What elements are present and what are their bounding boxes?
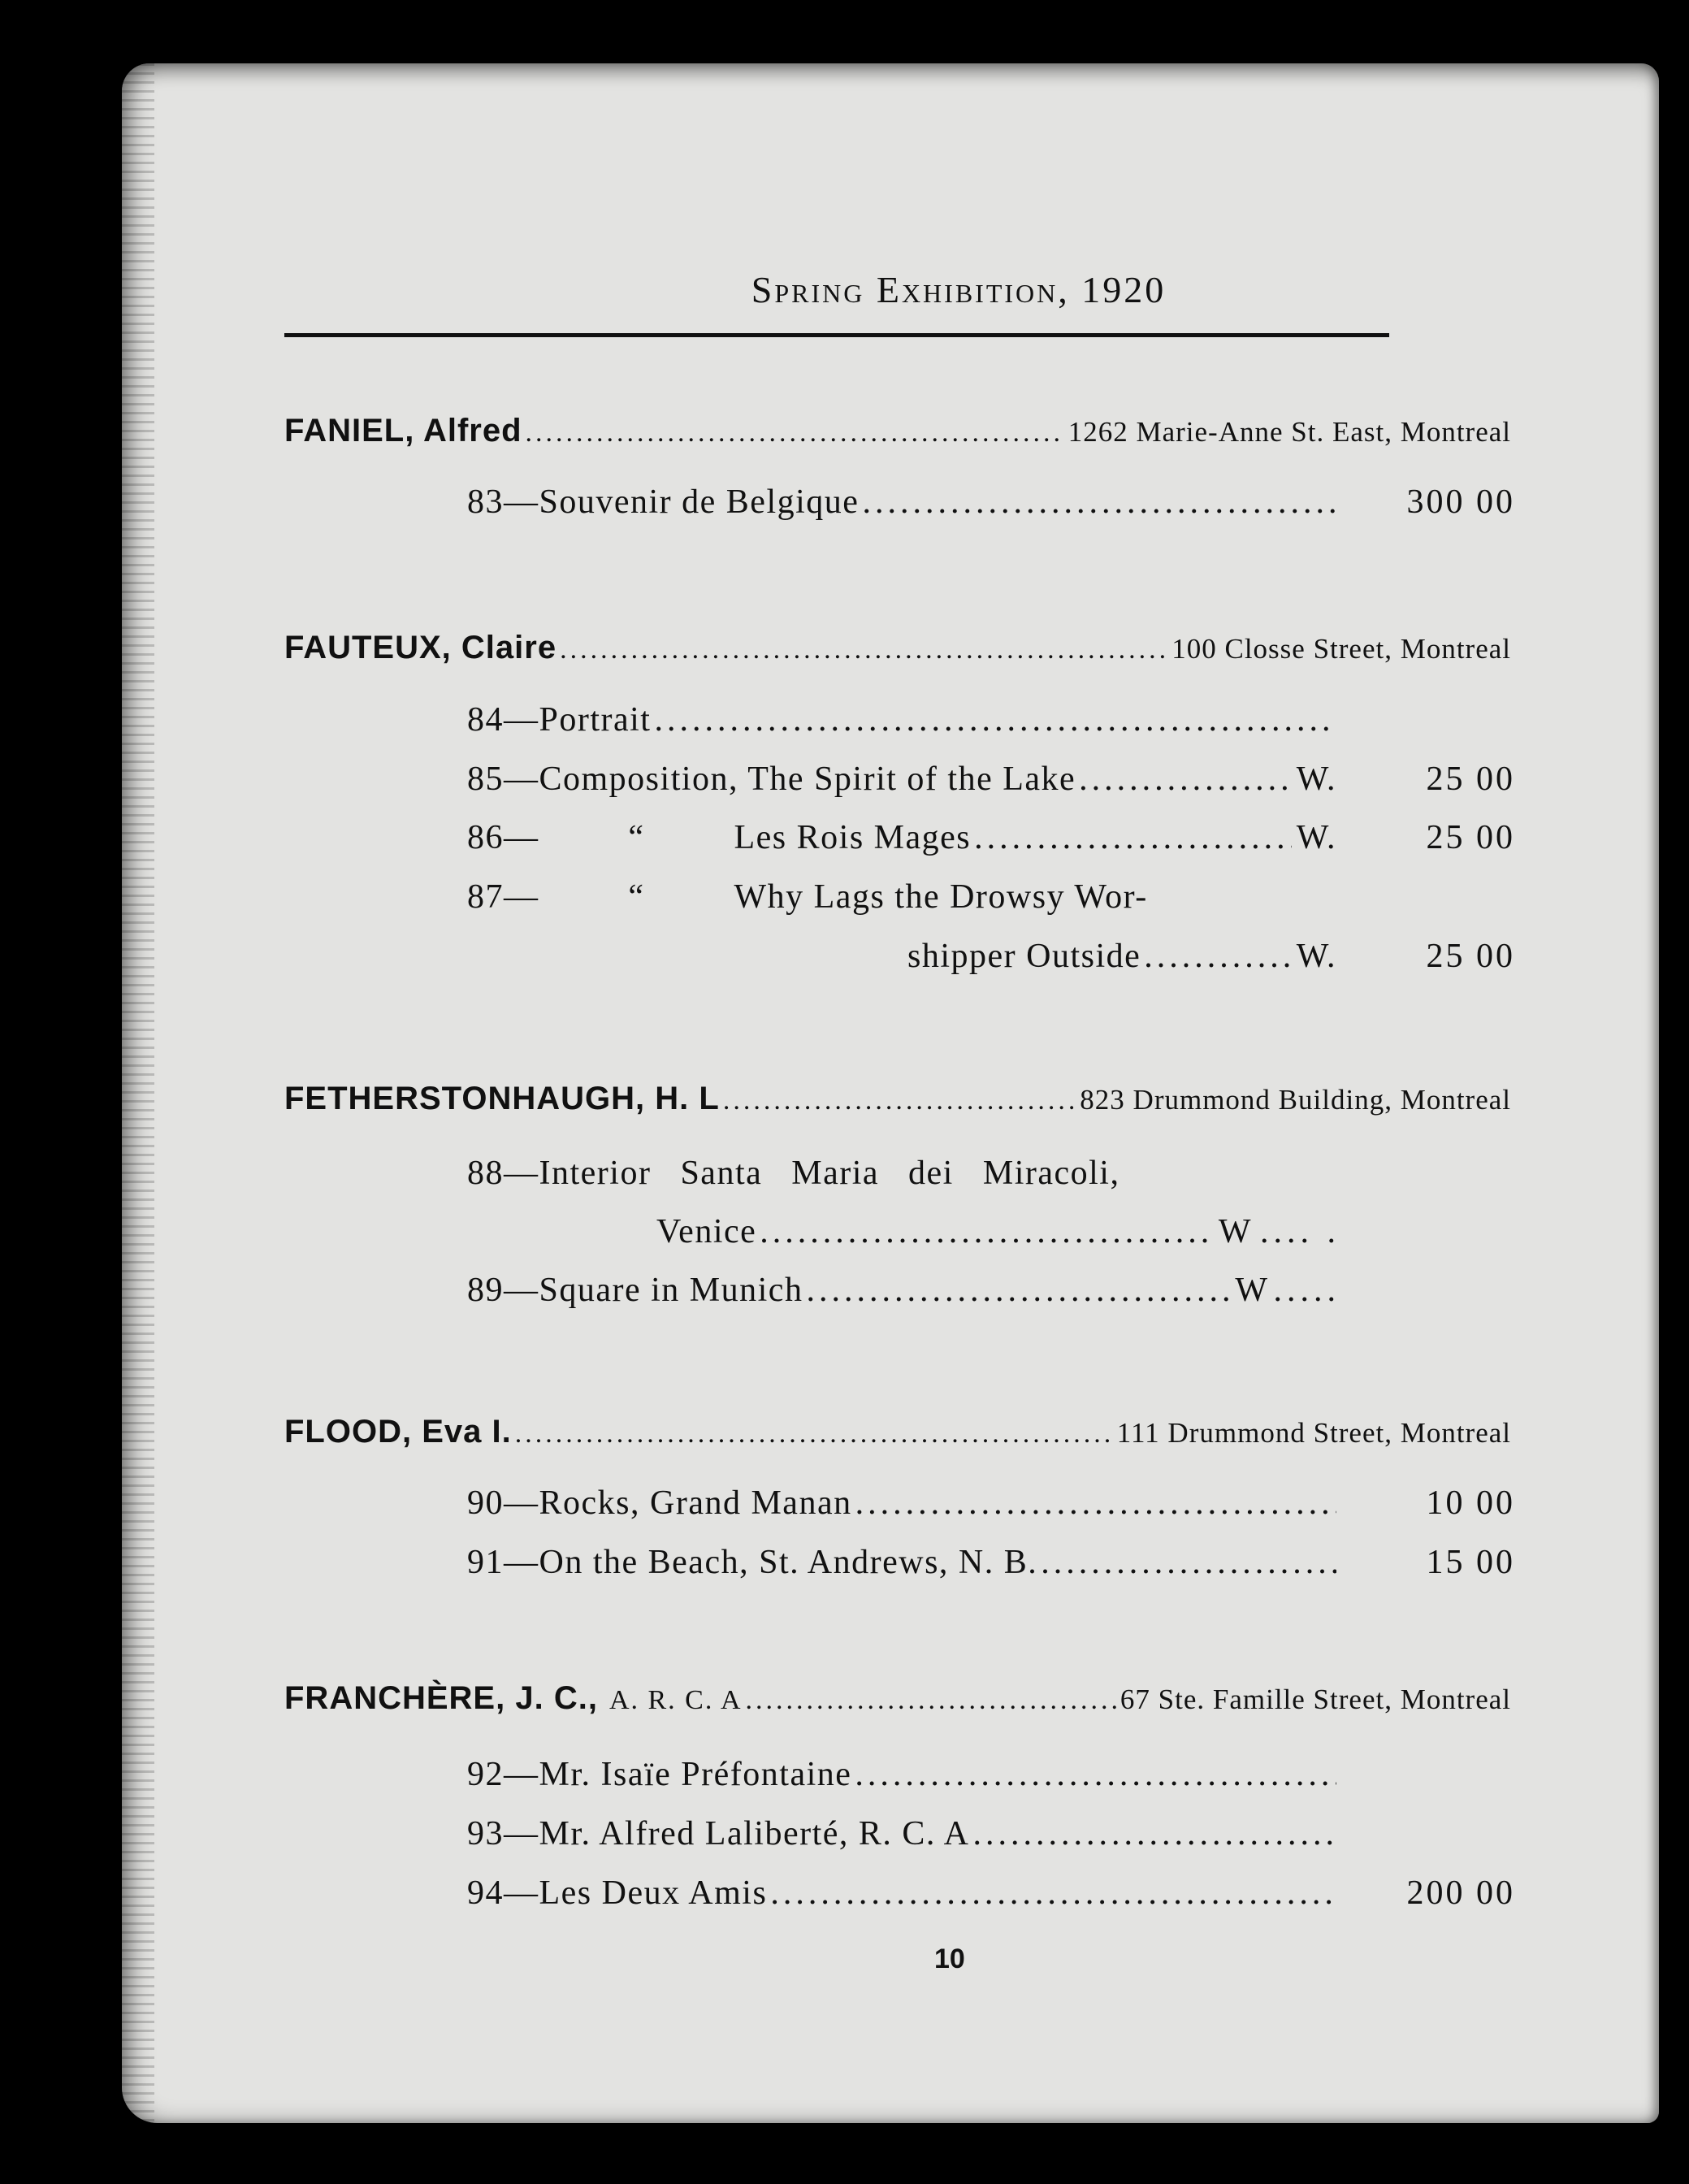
dot-leader	[1079, 760, 1292, 799]
work-number: 88—	[467, 1155, 539, 1192]
work-title-continued: shipper Outside	[907, 938, 1141, 975]
artist-name: FETHERSTONHAUGH, H. L	[284, 1081, 720, 1116]
work-number: 87—	[467, 878, 539, 916]
work-title: Square in Munich	[539, 1272, 803, 1309]
work-price: 25 00	[1426, 938, 1515, 975]
work-title: Les Rois Mages	[734, 819, 972, 856]
artist-address: 67 Ste. Famille Street, Montreal	[1120, 1684, 1511, 1715]
artist-name: FANIEL, Alfred	[284, 413, 522, 448]
ditto-mark: “	[628, 819, 645, 856]
work-medium: W	[1235, 1272, 1269, 1309]
work-title-continued: Venice	[656, 1213, 757, 1250]
artist-entry	[284, 1680, 1511, 1717]
dot-leader	[560, 635, 1168, 665]
work-title: Why Lags the Drowsy Wor-	[734, 878, 1148, 916]
dot-leader: .....	[1273, 1272, 1340, 1309]
dot-leader	[1144, 937, 1291, 976]
work-number: 94—	[467, 1874, 539, 1912]
work-number: 91—	[467, 1544, 539, 1581]
work-item	[467, 1154, 1345, 1193]
work-price: 200 00	[1406, 1874, 1515, 1912]
artist-name: FRANCHÈRE, J. C.,	[284, 1680, 598, 1716]
work-item	[467, 1484, 1515, 1523]
work-title: Souvenir de Belgique	[539, 483, 860, 521]
dot-leader	[654, 700, 1336, 739]
work-price: 25 00	[1426, 760, 1515, 798]
work-title: Composition, The Spirit of the Lake	[539, 760, 1076, 798]
work-price: 300 00	[1406, 483, 1515, 521]
work-item	[467, 1874, 1515, 1913]
dot-leader: .... .	[1260, 1213, 1340, 1250]
artist-entry	[284, 413, 1511, 449]
work-item-continued	[656, 1212, 1340, 1251]
running-header	[406, 268, 1511, 311]
work-number: 89—	[467, 1272, 539, 1309]
dot-leader	[855, 1484, 1336, 1523]
work-item	[467, 1814, 1515, 1853]
header-title: Spring Exhibition,	[751, 269, 1070, 310]
artist-address: 823 Drummond Building, Montreal	[1080, 1084, 1511, 1116]
work-title: Rocks, Grand Manan	[539, 1484, 852, 1522]
work-number: 85—	[467, 760, 539, 798]
work-number: 92—	[467, 1756, 539, 1793]
artist-entry	[284, 1414, 1511, 1450]
dot-leader	[862, 483, 1336, 522]
work-number: 90—	[467, 1484, 539, 1522]
work-number: 83—	[467, 483, 539, 521]
artist-address: 1262 Marie-Anne St. East, Montreal	[1068, 416, 1511, 448]
ditto-mark: “	[628, 878, 645, 916]
artist-name: FAUTEUX, Claire	[284, 630, 557, 665]
dot-leader	[526, 418, 1065, 448]
page-number: 10	[934, 1944, 965, 1974]
dot-leader	[806, 1271, 1230, 1310]
artist-address: 100 Closse Street, Montreal	[1171, 633, 1511, 665]
work-title: On the Beach, St. Andrews, N. B.	[539, 1544, 1038, 1581]
dot-leader	[746, 1685, 1117, 1716]
work-item	[467, 878, 1515, 916]
work-number: 93—	[467, 1815, 539, 1852]
work-item-continued	[907, 937, 1515, 976]
dot-leader	[515, 1419, 1114, 1450]
artist-name: FLOOD, Eva I.	[284, 1414, 512, 1450]
work-medium: W	[1218, 1213, 1252, 1250]
work-item	[467, 1271, 1340, 1310]
work-title: Interior Santa Maria dei Miracoli,	[539, 1155, 1120, 1192]
header-year: 1920	[1081, 269, 1167, 310]
work-price: 25 00	[1426, 819, 1515, 856]
work-title: Les Deux Amis	[539, 1874, 768, 1912]
dot-leader	[760, 1212, 1214, 1251]
work-item	[467, 483, 1515, 522]
artist-honorific: A. R. C. A	[608, 1685, 743, 1715]
work-number: 86—	[467, 819, 539, 856]
work-title: Mr. Isaïe Préfontaine	[539, 1756, 852, 1793]
work-item	[467, 1755, 1515, 1794]
dot-leader	[972, 1814, 1336, 1853]
work-number: 84—	[467, 701, 539, 739]
dot-leader	[770, 1874, 1336, 1913]
work-medium: W.	[1296, 760, 1336, 798]
work-item	[467, 760, 1515, 799]
work-item	[467, 700, 1515, 739]
work-title: Mr. Alfred Laliberté, R. C. A	[539, 1815, 970, 1852]
header-rule	[284, 333, 1389, 337]
artist-address: 111 Drummond Street, Montreal	[1116, 1417, 1511, 1449]
dot-leader	[974, 818, 1292, 857]
dot-leader	[723, 1086, 1076, 1116]
work-item	[467, 1543, 1515, 1582]
artist-entry	[284, 630, 1511, 666]
work-price: 10 00	[1426, 1484, 1515, 1522]
dot-leader	[855, 1755, 1336, 1794]
work-medium: W.	[1296, 938, 1336, 975]
work-title: Portrait	[539, 701, 652, 739]
artist-entry	[284, 1081, 1511, 1117]
dot-leader	[1041, 1543, 1336, 1582]
work-item	[467, 818, 1515, 857]
work-price: 15 00	[1426, 1544, 1515, 1581]
work-medium: W.	[1296, 819, 1336, 856]
